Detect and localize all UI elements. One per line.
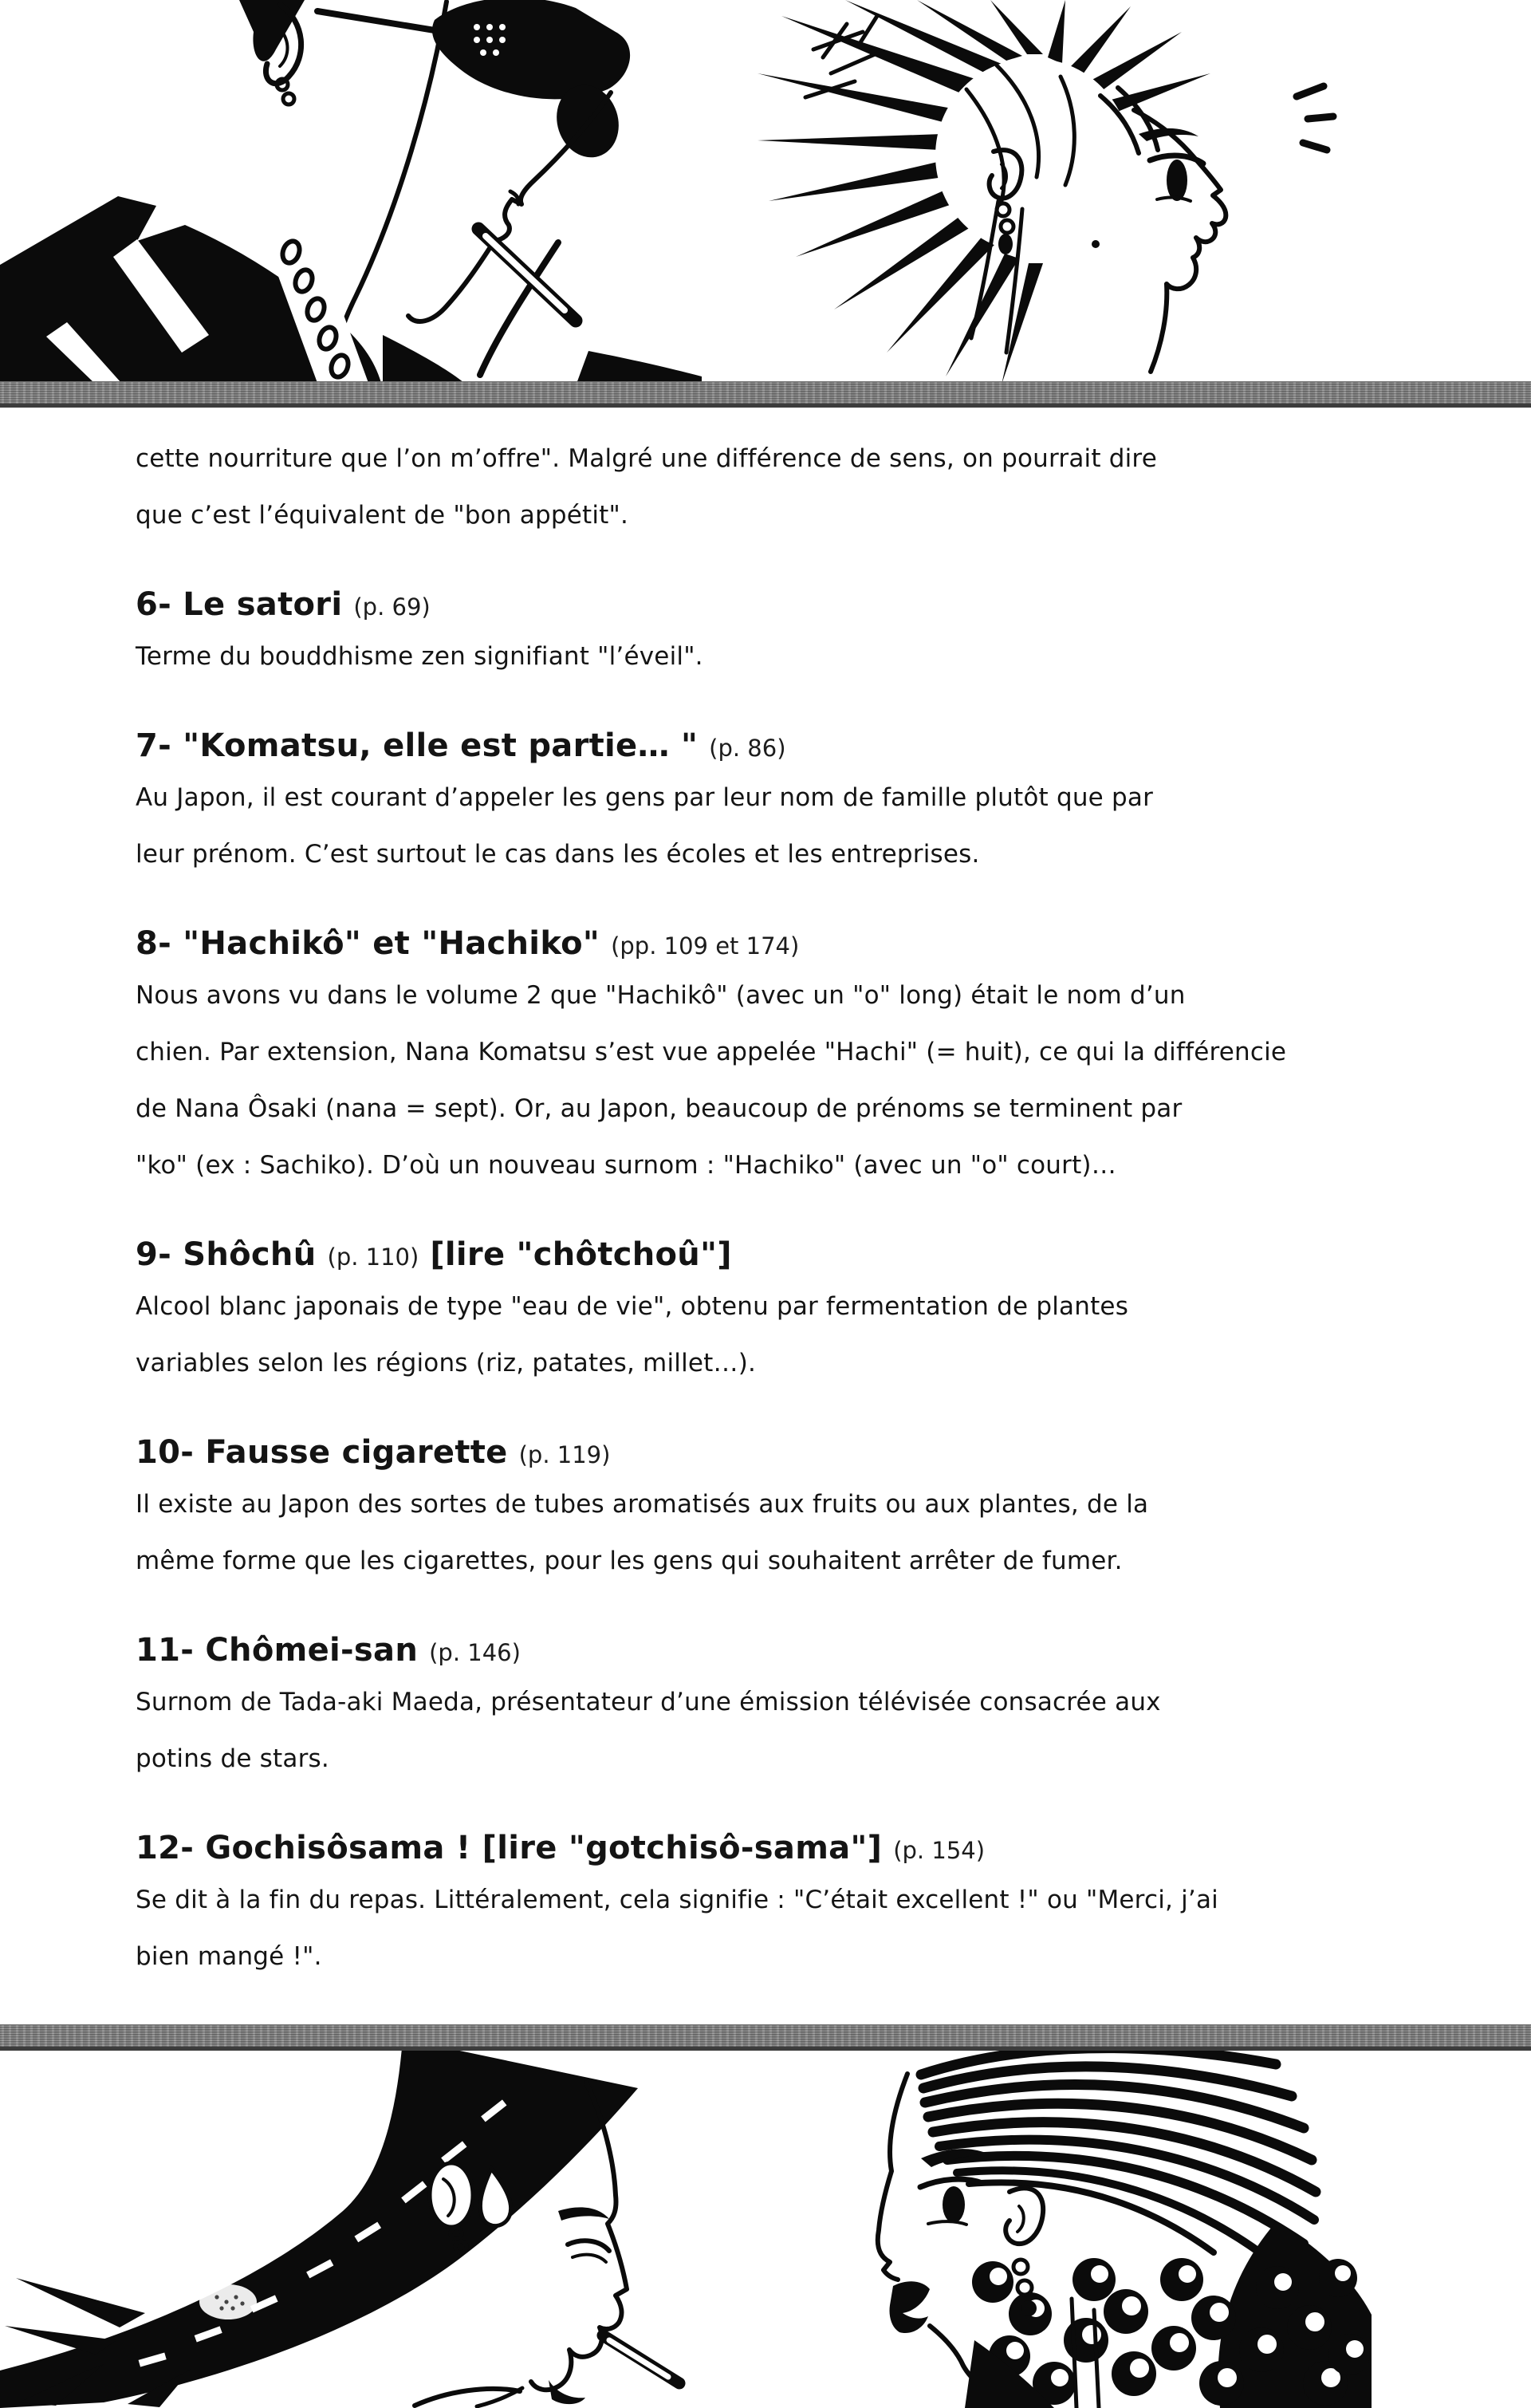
note-item-11 <box>136 1626 1403 1787</box>
note-heading <box>136 722 1403 770</box>
manga-art-bottom-right <box>845 2039 1403 2408</box>
note-body <box>136 1476 1403 1590</box>
note-page-ref: (p. 146) <box>429 1639 521 1666</box>
note-page-ref: (p. 119) <box>518 1441 611 1468</box>
text-line: Surnom de Tada-aki Maeda, présentateur d’une émission télévisée consacrée aux <box>136 1688 1161 1716</box>
manga-art-bottom-left <box>0 2039 702 2408</box>
curly-hair-woman-art <box>845 2039 1403 2408</box>
spiky-hair-art <box>758 0 1387 399</box>
note-item-12 <box>136 1824 1403 1985</box>
note-title: 11- Chômei-san <box>136 1632 419 1669</box>
note-title: 6- Le satori <box>136 586 343 623</box>
manga-art-top-right <box>758 0 1387 399</box>
intro-continuation-paragraph <box>136 431 1403 544</box>
text-line: Il existe au Japon des sortes de tubes aromatisés aux fruits ou aux plantes, de la <box>136 1490 1149 1519</box>
text-line: Se dit à la fin du repas. Littéralement, cela signifie : "C’était excellent !" ou "Merci, j’ai <box>136 1886 1218 1914</box>
note-item-8 <box>136 920 1403 1194</box>
text-line: variables selon les régions (riz, patates, millet…). <box>136 1349 757 1377</box>
halftone-patch <box>199 2284 257 2319</box>
note-page-ref: (pp. 109 et 174) <box>611 932 800 960</box>
notes-text-column <box>136 431 1403 1985</box>
surprise-dashes <box>1297 86 1333 150</box>
halftone-divider-bar-bottom <box>0 2024 1531 2051</box>
note-body <box>136 1279 1403 1392</box>
text-line: "ko" (ex : Sachiko). D’où un nouveau surnom : "Hachiko" (avec un "o" court)… <box>136 1151 1116 1180</box>
note-body <box>136 1872 1403 1985</box>
eye-iris <box>1167 160 1187 201</box>
goatee <box>549 2380 585 2404</box>
cigarette-shape <box>603 2335 679 2383</box>
note-title: 10- Fausse cigarette <box>136 1434 508 1471</box>
note-heading <box>136 1429 1403 1476</box>
note-body <box>136 770 1403 883</box>
text-line: Nous avons vu dans le volume 2 que "Hachikô" (avec un "o" long) était le nom d’un <box>136 981 1186 1010</box>
text-line: même forme que les cigarettes, pour les gens qui souhaitent arrêter de fumer. <box>136 1547 1123 1575</box>
note-title: 8- "Hachikô" et "Hachiko" <box>136 925 600 962</box>
note-page-ref: (p. 69) <box>353 593 431 621</box>
note-title: 9- Shôchû <box>136 1236 317 1273</box>
ear-and-hair <box>239 0 305 104</box>
note-body <box>136 629 1403 685</box>
text-line: cette nourriture que l’on m’offre". Malgré une différence de sens, on pourrait dire <box>136 444 1157 473</box>
note-page-ref: (p. 110) <box>327 1243 419 1271</box>
text-line: que c’est l’équivalent de "bon appétit". <box>136 501 629 530</box>
manga-art-top-left <box>0 0 702 399</box>
note-page-ref: (p. 86) <box>709 735 786 762</box>
note-item-7 <box>136 722 1403 883</box>
eyebrow <box>1139 128 1198 141</box>
hair-strand <box>333 2 447 372</box>
halftone-divider-bar-top <box>0 381 1531 408</box>
dreadlocks-man-art <box>0 2039 702 2408</box>
note-title-suffix: [lire "chôtchoû"] <box>430 1236 732 1273</box>
text-line: chien. Par extension, Nana Komatsu s’est vue appelée "Hachi" (= huit), ce qui la différencie <box>136 1038 1287 1066</box>
text-line: Au Japon, il est courant d’appeler les gens par leur nom de famille plutôt que par <box>136 783 1154 812</box>
eye-iris <box>943 2186 965 2223</box>
note-item-6 <box>136 581 1403 685</box>
text-line: de Nana Ôsaki (nana = sept). Or, au Japon, beaucoup de prénoms se terminent par <box>136 1094 1183 1123</box>
slicked-back-hair <box>921 2048 1316 2252</box>
dreadlocks <box>0 2039 638 2408</box>
note-heading <box>136 581 1403 629</box>
text-line: potins de stars. <box>136 1744 329 1773</box>
note-title: 12- Gochisôsama ! [lire "gotchisô-sama"] <box>136 1830 883 1866</box>
lips <box>890 2281 931 2333</box>
text-line: leur prénom. C’est surtout le cas dans les écoles et les entreprises. <box>136 840 980 869</box>
sunglasses-shape <box>317 0 630 165</box>
text-line: Alcool blanc japonais de type "eau de vie", obtenu par fermentation de plantes <box>136 1292 1129 1321</box>
note-heading <box>136 1626 1403 1674</box>
note-heading <box>136 1824 1403 1872</box>
note-body <box>136 1674 1403 1787</box>
note-item-9 <box>136 1231 1403 1392</box>
man-with-sunglasses-art <box>0 0 702 399</box>
cheek-dot <box>1092 240 1100 248</box>
closed-eye <box>568 2241 609 2251</box>
note-heading <box>136 1231 1403 1279</box>
eyebrow <box>558 2207 609 2221</box>
face-profile <box>408 93 611 375</box>
note-title: 7- "Komatsu, elle est partie… " <box>136 727 699 764</box>
note-page-ref: (p. 154) <box>893 1837 986 1864</box>
text-line: Terme du bouddhisme zen signifiant "l’éveil". <box>136 642 703 671</box>
note-item-10 <box>136 1429 1403 1590</box>
note-body <box>136 968 1403 1194</box>
text-line: bien mangé !". <box>136 1942 322 1971</box>
spiky-hair <box>758 0 1210 384</box>
note-heading <box>136 920 1403 968</box>
